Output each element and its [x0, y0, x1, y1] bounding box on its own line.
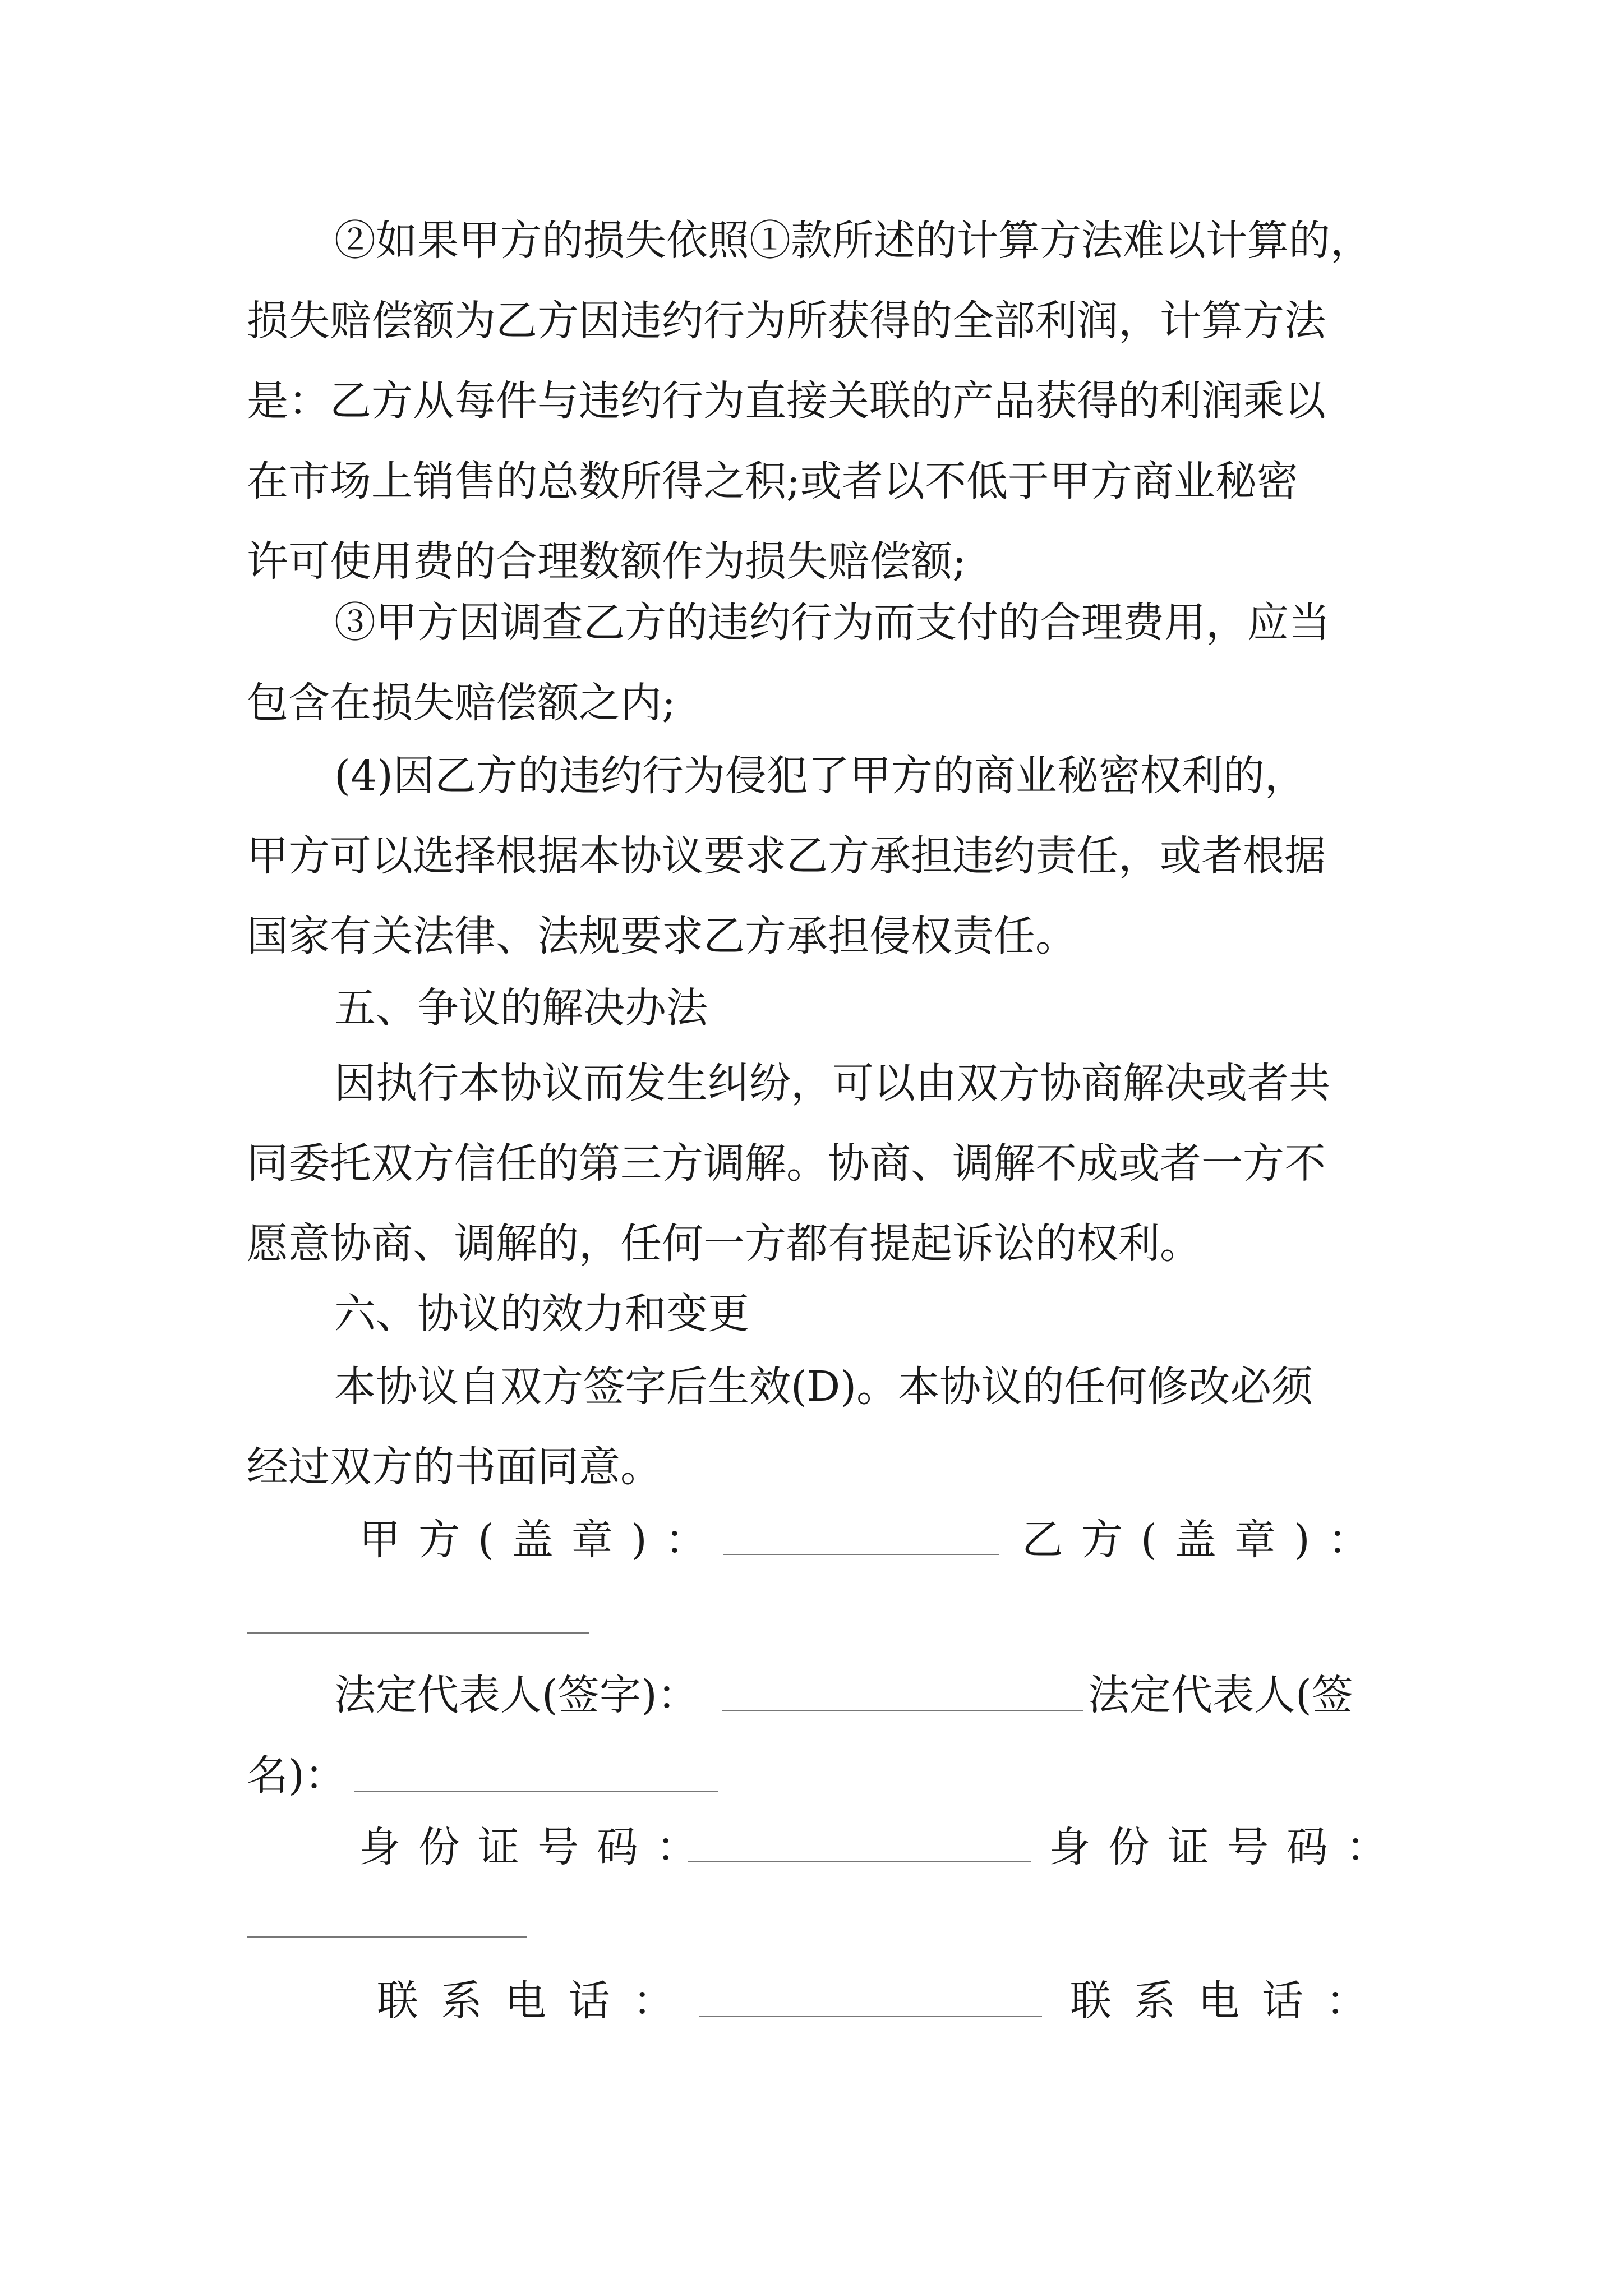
- paragraph-line: 包含在损失赔偿额之内;: [247, 679, 676, 727]
- paragraph-line: 本协议自双方签字后生效(D)。本协议的任何修改必须: [334, 1363, 1313, 1411]
- id-b-blank: [247, 1936, 527, 1938]
- paragraph-line: 损失赔偿额为乙方因违约行为所获得的全部利润，计算方法: [247, 297, 1326, 345]
- section-heading: 五、争议的解决办法: [334, 984, 708, 1032]
- paragraph-line: ③甲方因调查乙方的违约行为而支付的合理费用，应当: [334, 599, 1330, 647]
- party-a-seal-blank: [723, 1554, 999, 1555]
- paragraph-line: 甲方可以选择根据本协议要求乙方承担违约责任，或者根据: [247, 832, 1326, 880]
- party-b-seal-blank: [247, 1632, 589, 1634]
- rep-b-label: 法定代表人(签: [1088, 1671, 1353, 1719]
- rep-b-label-cont: 名)：: [247, 1751, 346, 1800]
- rep-b-blank: [354, 1791, 718, 1792]
- phone-a-blank: [699, 2016, 1042, 2017]
- paragraph-line: 许可使用费的合理数额作为损失赔偿额;: [247, 537, 966, 586]
- id-a-blank: [688, 1861, 1031, 1862]
- party-a-seal-label: 甲方(盖章)：: [359, 1516, 725, 1564]
- rep-a-blank: [722, 1710, 1083, 1711]
- rep-a-label: 法定代表人(签字)：: [334, 1671, 699, 1719]
- paragraph-line: 在市场上销售的总数所得之积;或者以不低于甲方商业秘密: [247, 457, 1298, 505]
- paragraph-line: 同委托双方信任的第三方调解。协商、调解不成或者一方不: [247, 1139, 1326, 1188]
- paragraph-line: ②如果甲方的损失依照①款所述的计算方法难以计算的，: [334, 217, 1372, 265]
- paragraph-line: 是：乙方从每件与违约行为直接关联的产品获得的利润乘以: [247, 377, 1326, 425]
- phone-b-label: 联系电话：: [1070, 1977, 1390, 2025]
- section-heading: 六、协议的效力和变更: [334, 1290, 749, 1338]
- paragraph-line: 因执行本协议而发生纠纷，可以由双方协商解决或者共: [334, 1059, 1330, 1107]
- id-a-label: 身份证号码：: [359, 1823, 716, 1871]
- party-b-seal-label: 乙方(盖章)：: [1022, 1516, 1387, 1564]
- phone-a-label: 联系电话：: [377, 1977, 697, 2025]
- paragraph-line: 国家有关法律、法规要求乙方承担侵权责任。: [247, 912, 1077, 960]
- paragraph-line: 经过双方的书面同意。: [247, 1443, 662, 1491]
- id-b-label: 身份证号码：: [1049, 1823, 1405, 1871]
- paragraph-line: 愿意协商、调解的，任何一方都有提起诉讼的权利。: [247, 1220, 1201, 1268]
- paragraph-line: (4)因乙方的违约行为侵犯了甲方的商业秘密权利的，: [334, 752, 1306, 800]
